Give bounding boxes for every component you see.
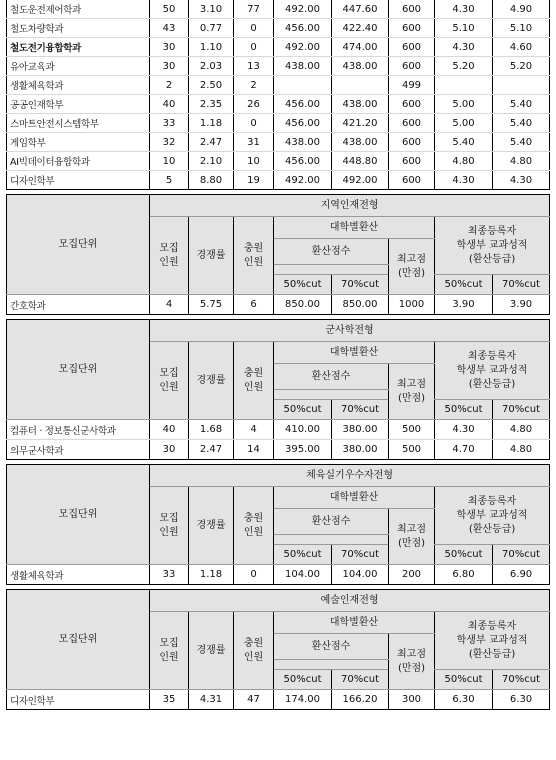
additional-count: 14 [234, 440, 274, 460]
max-score-header: 최고점 (만점) [389, 634, 435, 690]
cut70-header: 70%cut [332, 400, 389, 420]
cut50-header: 50%cut [274, 275, 332, 295]
grade-50cut: 5.00 [435, 95, 493, 114]
admission-section-table [6, 464, 550, 585]
competition-rate: 3.10 [189, 0, 234, 19]
grade-70cut: 4.30 [493, 171, 550, 190]
table-row [7, 133, 550, 152]
recruit-count: 33 [150, 114, 189, 133]
converted-50cut: 174.00 [274, 690, 332, 710]
grade-50cut: 4.70 [435, 440, 493, 460]
grade-50cut [435, 76, 493, 95]
table-row [7, 38, 550, 57]
converted-50cut: 456.00 [274, 19, 332, 38]
grade-50cut: 6.30 [435, 690, 493, 710]
recruit-count: 50 [150, 0, 189, 19]
max-score: 600 [389, 114, 435, 133]
grade-70cut: 6.30 [493, 690, 550, 710]
section-title: 예술인재전형 [150, 590, 550, 612]
grade-cut50-header: 50%cut [435, 545, 493, 565]
grade-50cut: 3.90 [435, 295, 493, 315]
grade-70cut: 4.80 [493, 420, 550, 440]
competition-rate: 8.80 [189, 171, 234, 190]
final-registrant-header: 최종등록자 학생부 교과성적 (환산등급) [435, 612, 550, 670]
table-row [7, 95, 550, 114]
unit-name: 스마트안전시스템학부 [7, 114, 150, 133]
additional-count: 31 [234, 133, 274, 152]
max-score: 500 [389, 440, 435, 460]
competition-header: 경쟁률 [189, 612, 234, 690]
table-row [7, 57, 550, 76]
max-score: 600 [389, 19, 435, 38]
unit-name: 간호학과 [7, 295, 150, 315]
converted-score-header: 환산점수 [274, 239, 389, 265]
unit-name: 공공인재학부 [7, 95, 150, 114]
converted-score-header: 환산점수 [274, 509, 389, 535]
table-row [7, 565, 550, 585]
recruit-count: 4 [150, 295, 189, 315]
final-registrant-header: 최종등록자 학생부 교과성적 (환산등급) [435, 487, 550, 545]
grade-cut70-header: 70%cut [493, 400, 550, 420]
grade-50cut: 5.10 [435, 19, 493, 38]
unit-name: 컴퓨터 · 정보통신군사학과 [7, 420, 150, 440]
grade-50cut: 4.30 [435, 171, 493, 190]
grade-70cut: 3.90 [493, 295, 550, 315]
grade-70cut: 5.40 [493, 133, 550, 152]
additional-count: 13 [234, 57, 274, 76]
univ-conversion-header: 대학별환산 [274, 612, 435, 634]
unit-header: 모집단위 [7, 320, 150, 420]
converted-70cut: 438.00 [332, 133, 389, 152]
converted-50cut: 492.00 [274, 0, 332, 19]
cut70-header: 70%cut [332, 670, 389, 690]
competition-rate: 2.03 [189, 57, 234, 76]
max-score: 500 [389, 420, 435, 440]
recruit-header: 모집 인원 [150, 487, 189, 565]
additional-count: 77 [234, 0, 274, 19]
recruit-count: 43 [150, 19, 189, 38]
table-row [7, 420, 550, 440]
grade-cut70-header: 70%cut [493, 275, 550, 295]
table-row [7, 152, 550, 171]
admission-section-table [6, 319, 550, 460]
grade-50cut: 4.80 [435, 152, 493, 171]
max-score: 1000 [389, 295, 435, 315]
converted-70cut: 421.20 [332, 114, 389, 133]
grade-cut50-header: 50%cut [435, 275, 493, 295]
converted-70cut [332, 76, 389, 95]
max-score: 600 [389, 133, 435, 152]
recruit-count: 33 [150, 565, 189, 585]
grade-70cut: 4.80 [493, 440, 550, 460]
cut70-header: 70%cut [332, 545, 389, 565]
additional-header: 충원 인원 [234, 487, 274, 565]
recruit-header: 모집 인원 [150, 612, 189, 690]
additional-header: 충원 인원 [234, 612, 274, 690]
competition-rate: 2.10 [189, 152, 234, 171]
table-row [7, 114, 550, 133]
grade-cut50-header: 50%cut [435, 670, 493, 690]
converted-70cut: 104.00 [332, 565, 389, 585]
unit-name: 유아교육과 [7, 57, 150, 76]
table-row [7, 19, 550, 38]
competition-rate: 2.50 [189, 76, 234, 95]
converted-70cut: 380.00 [332, 420, 389, 440]
grade-cut70-header: 70%cut [493, 670, 550, 690]
competition-rate: 1.18 [189, 114, 234, 133]
univ-conversion-header: 대학별환산 [274, 342, 435, 364]
max-score-header: 최고점 (만점) [389, 239, 435, 295]
cut50-header: 50%cut [274, 670, 332, 690]
converted-50cut: 104.00 [274, 565, 332, 585]
admission-section-table [6, 194, 550, 315]
additional-count: 2 [234, 76, 274, 95]
unit-name: 철도운전제어학과 [7, 0, 150, 19]
additional-count: 0 [234, 19, 274, 38]
max-score: 600 [389, 57, 435, 76]
section-title: 군사학전형 [150, 320, 550, 342]
recruit-count: 2 [150, 76, 189, 95]
final-registrant-header: 최종등록자 학생부 교과성적 (환산등급) [435, 217, 550, 275]
competition-rate: 2.35 [189, 95, 234, 114]
max-score: 200 [389, 565, 435, 585]
converted-70cut: 438.00 [332, 95, 389, 114]
section-title: 체육실기우수자전형 [150, 465, 550, 487]
converted-50cut: 492.00 [274, 38, 332, 57]
grade-70cut: 6.90 [493, 565, 550, 585]
recruit-count: 40 [150, 95, 189, 114]
additional-count: 10 [234, 152, 274, 171]
additional-count: 0 [234, 38, 274, 57]
unit-name: 의무군사학과 [7, 440, 150, 460]
additional-count: 26 [234, 95, 274, 114]
converted-50cut: 456.00 [274, 114, 332, 133]
recruit-header: 모집 인원 [150, 217, 189, 295]
max-score: 600 [389, 152, 435, 171]
unit-name: 생활체육학과 [7, 76, 150, 95]
converted-50cut: 410.00 [274, 420, 332, 440]
grade-50cut: 4.30 [435, 38, 493, 57]
converted-50cut: 492.00 [274, 171, 332, 190]
max-score: 300 [389, 690, 435, 710]
converted-50cut: 438.00 [274, 57, 332, 76]
admission-section-table [6, 589, 550, 710]
grade-cut50-header: 50%cut [435, 400, 493, 420]
competition-rate: 2.47 [189, 133, 234, 152]
competition-rate: 1.18 [189, 565, 234, 585]
additional-header: 충원 인원 [234, 217, 274, 295]
section-title: 지역인재전형 [150, 195, 550, 217]
grade-50cut: 5.40 [435, 133, 493, 152]
cut50-header: 50%cut [274, 400, 332, 420]
competition-header: 경쟁률 [189, 217, 234, 295]
table-row [7, 440, 550, 460]
unit-header: 모집단위 [7, 465, 150, 565]
converted-70cut: 447.60 [332, 0, 389, 19]
additional-count: 19 [234, 171, 274, 190]
converted-70cut: 380.00 [332, 440, 389, 460]
unit-name: 디자인학부 [7, 690, 150, 710]
grade-50cut: 6.80 [435, 565, 493, 585]
recruit-count: 30 [150, 440, 189, 460]
converted-50cut: 395.00 [274, 440, 332, 460]
unit-name: AI빅데이터융합학과 [7, 152, 150, 171]
unit-name: 게임학부 [7, 133, 150, 152]
recruit-count: 32 [150, 133, 189, 152]
recruit-count: 10 [150, 152, 189, 171]
unit-name: 디자인학부 [7, 171, 150, 190]
competition-rate: 1.10 [189, 38, 234, 57]
converted-50cut: 438.00 [274, 133, 332, 152]
competition-header: 경쟁률 [189, 342, 234, 420]
converted-70cut: 422.40 [332, 19, 389, 38]
competition-rate: 2.47 [189, 440, 234, 460]
grade-70cut: 5.10 [493, 19, 550, 38]
converted-50cut: 850.00 [274, 295, 332, 315]
grade-70cut: 5.40 [493, 114, 550, 133]
max-score: 600 [389, 0, 435, 19]
converted-70cut: 448.80 [332, 152, 389, 171]
max-score: 499 [389, 76, 435, 95]
unit-name: 생활체육학과 [7, 565, 150, 585]
table-row [7, 295, 550, 315]
grade-50cut: 4.30 [435, 420, 493, 440]
final-registrant-header: 최종등록자 학생부 교과성적 (환산등급) [435, 342, 550, 400]
converted-score-header: 환산점수 [274, 634, 389, 660]
unit-header: 모집단위 [7, 590, 150, 690]
table-row [7, 0, 550, 19]
table-row [7, 171, 550, 190]
recruit-count: 5 [150, 171, 189, 190]
cut50-header: 50%cut [274, 545, 332, 565]
unit-header: 모집단위 [7, 195, 150, 295]
max-score-header: 최고점 (만점) [389, 509, 435, 565]
recruit-count: 35 [150, 690, 189, 710]
competition-rate: 5.75 [189, 295, 234, 315]
admission-results-page [6, 0, 549, 710]
competition-rate: 4.31 [189, 690, 234, 710]
competition-header: 경쟁률 [189, 487, 234, 565]
grade-cut70-header: 70%cut [493, 545, 550, 565]
converted-70cut: 438.00 [332, 57, 389, 76]
general-admission-table [6, 0, 550, 190]
grade-70cut: 4.60 [493, 38, 550, 57]
converted-70cut: 850.00 [332, 295, 389, 315]
max-score: 600 [389, 171, 435, 190]
recruit-count: 30 [150, 38, 189, 57]
max-score-header: 최고점 (만점) [389, 364, 435, 420]
grade-70cut: 4.90 [493, 0, 550, 19]
additional-header: 충원 인원 [234, 342, 274, 420]
additional-count: 6 [234, 295, 274, 315]
additional-count: 47 [234, 690, 274, 710]
grade-70cut: 4.80 [493, 152, 550, 171]
converted-70cut: 166.20 [332, 690, 389, 710]
converted-score-header: 환산점수 [274, 364, 389, 390]
max-score: 600 [389, 95, 435, 114]
converted-70cut: 492.00 [332, 171, 389, 190]
grade-70cut: 5.40 [493, 95, 550, 114]
grade-70cut [493, 76, 550, 95]
table-row [7, 690, 550, 710]
unit-name: 철도전기융합학과 [7, 38, 150, 57]
converted-50cut: 456.00 [274, 152, 332, 171]
additional-count: 0 [234, 114, 274, 133]
grade-50cut: 5.00 [435, 114, 493, 133]
grade-50cut: 4.30 [435, 0, 493, 19]
additional-count: 0 [234, 565, 274, 585]
converted-50cut [274, 76, 332, 95]
converted-50cut: 456.00 [274, 95, 332, 114]
unit-name: 철도차량학과 [7, 19, 150, 38]
max-score: 600 [389, 38, 435, 57]
recruit-count: 30 [150, 57, 189, 76]
table-row [7, 76, 550, 95]
recruit-header: 모집 인원 [150, 342, 189, 420]
competition-rate: 0.77 [189, 19, 234, 38]
cut70-header: 70%cut [332, 275, 389, 295]
grade-70cut: 5.20 [493, 57, 550, 76]
grade-50cut: 5.20 [435, 57, 493, 76]
univ-conversion-header: 대학별환산 [274, 487, 435, 509]
recruit-count: 40 [150, 420, 189, 440]
univ-conversion-header: 대학별환산 [274, 217, 435, 239]
additional-count: 4 [234, 420, 274, 440]
competition-rate: 1.68 [189, 420, 234, 440]
converted-70cut: 474.00 [332, 38, 389, 57]
